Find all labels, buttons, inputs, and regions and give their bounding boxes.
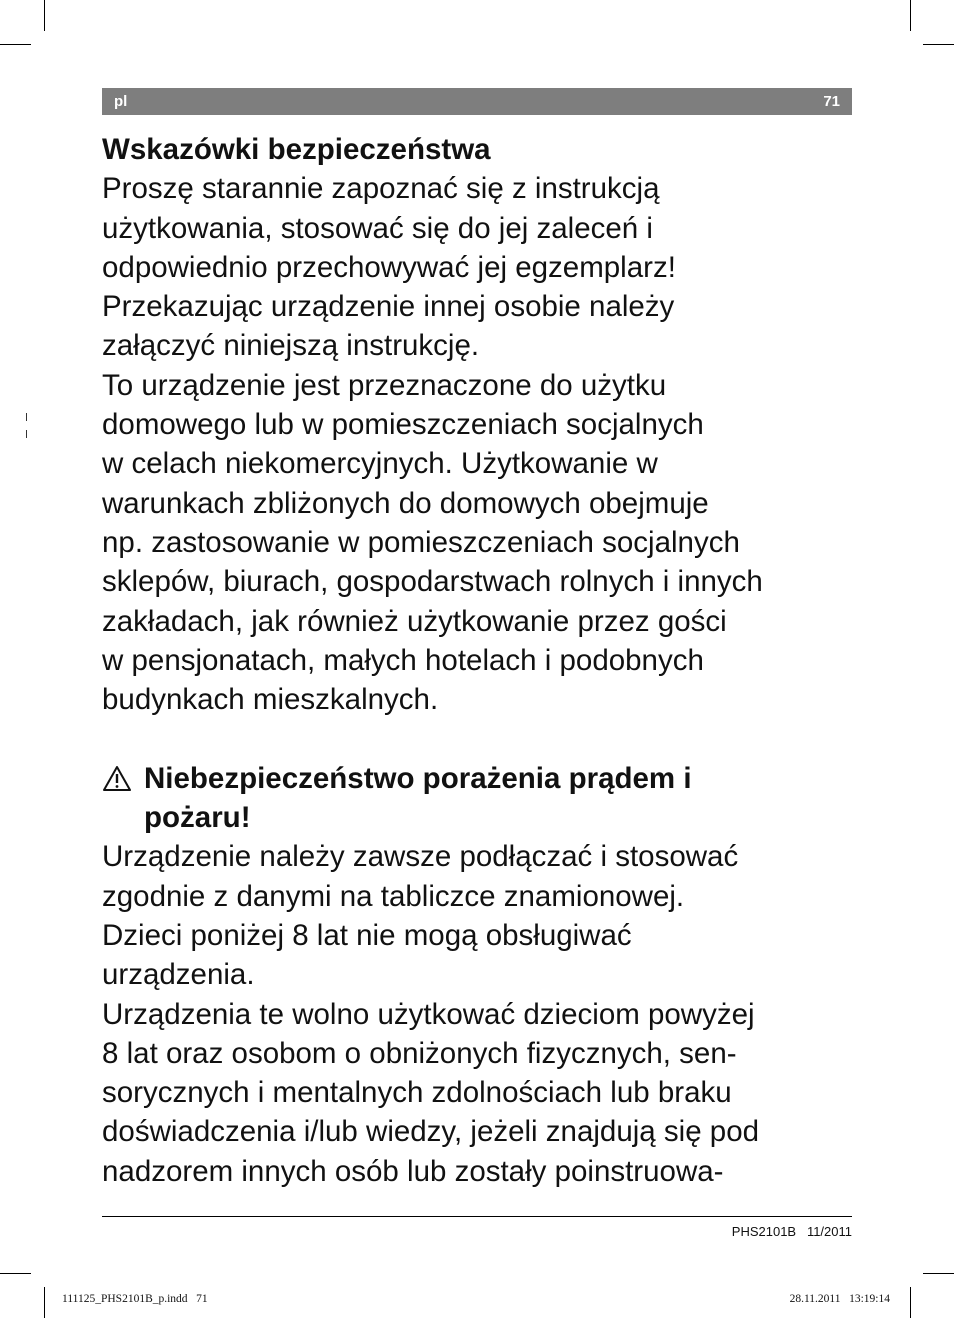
slug-timestamp: 28.11.2011 13:19:14 — [789, 1293, 890, 1305]
crop-mark — [44, 1287, 45, 1318]
warning-heading-line: pożaru! — [144, 801, 251, 835]
body-line: budynkach mieszkalnych. — [102, 683, 439, 717]
paragraph-gap — [102, 719, 862, 758]
body-line: 8 lat oraz osobom o obniżonych fizycznych, sen- — [102, 1036, 737, 1070]
footer-model-date: PHS2101B 11/2011 — [731, 1224, 852, 1239]
crop-mark — [0, 44, 31, 45]
body-line: warunkach zbliżonych do domowych obejmuje — [102, 486, 709, 520]
body-line: sorycznych i mentalnych zdolnościach lub braku — [102, 1076, 732, 1110]
warning-heading-line: Niebezpieczeństwo porażenia prądem i — [144, 761, 692, 795]
registration-tick — [26, 413, 27, 421]
crop-mark — [923, 1273, 954, 1274]
body-line: odpowiednio przechowywać jej egzemplarz! — [102, 250, 676, 284]
body-line: Proszę starannie zapoznać się z instrukcją — [102, 172, 660, 206]
crop-mark — [910, 1287, 911, 1318]
body-line: zgodnie z danymi na tabliczce znamionowej. — [102, 879, 685, 913]
crop-mark — [0, 1273, 31, 1274]
page-number: 71 — [823, 93, 840, 110]
body-line: sklepów, biurach, gospodarstwach rolnych i innych — [102, 565, 763, 599]
body-line: domowego lub w pomieszczeniach socjalnych — [102, 408, 704, 442]
body-line: doświadczenia i/lub wiedzy, jeżeli znajdują się pod — [102, 1115, 760, 1149]
warning-heading — [102, 759, 862, 838]
body-line: np. zastosowanie w pomieszczeniach socjalnych — [102, 525, 740, 559]
body-line: załączyć niniejszą instrukcję. — [102, 329, 480, 363]
crop-mark — [910, 0, 911, 31]
warning-triangle-icon — [102, 759, 144, 838]
language-code: pl — [114, 93, 128, 110]
section-heading: Wskazówki bezpieczeństwa — [102, 133, 491, 166]
body-line: w pensjonatach, małych hotelach i podobnych — [102, 643, 704, 677]
page-header-bar — [102, 88, 852, 115]
body-line: Dzieci poniżej 8 lat nie mogą obsługiwać — [102, 918, 632, 952]
document-body — [102, 130, 862, 1191]
crop-mark — [923, 44, 954, 45]
body-line: To urządzenie jest przeznaczone do użytku — [102, 368, 667, 402]
footer-rule — [102, 1216, 852, 1217]
body-line: zakładach, jak również użytkowanie przez gości — [102, 604, 727, 638]
body-line: Urządzenie należy zawsze podłączać i stosować — [102, 840, 739, 874]
body-line: w celach niekomercyjnych. Użytkowanie w — [102, 447, 658, 481]
registration-tick — [26, 430, 27, 438]
body-line: Urządzenia te wolno użytkować dzieciom powyżej — [102, 997, 755, 1031]
crop-mark — [44, 0, 45, 31]
body-line: użytkowania, stosować się do jej zaleceń i — [102, 211, 653, 245]
body-line: nadzorem innych osób lub zostały poinstruowa- — [102, 1154, 724, 1188]
slug-filename: 111125_PHS2101B_p.indd 71 — [62, 1293, 208, 1305]
body-line: urządzenia. — [102, 958, 255, 992]
body-line: Przekazując urządzenie innej osobie należy — [102, 290, 675, 324]
